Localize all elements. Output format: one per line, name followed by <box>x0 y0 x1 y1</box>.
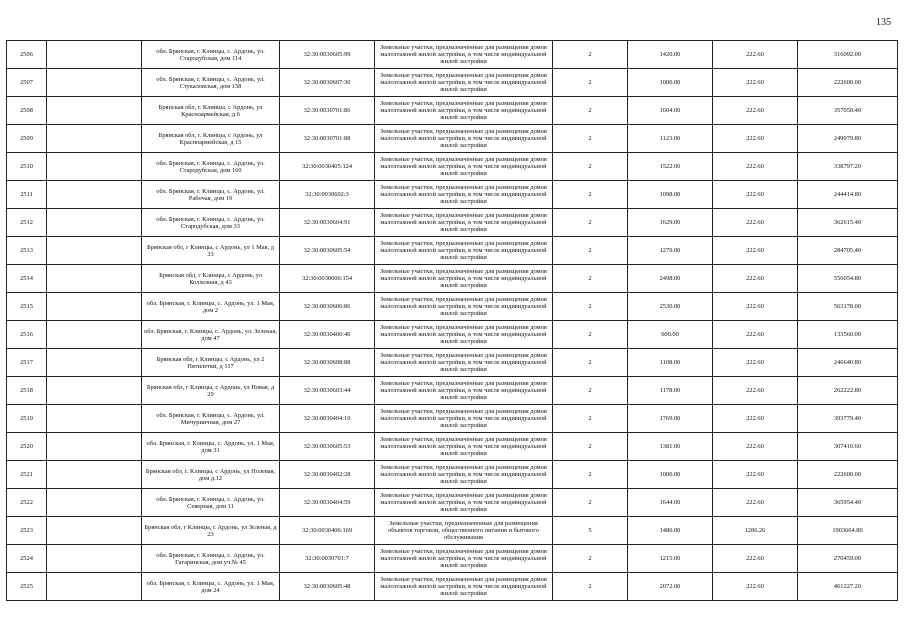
cadastral-value-cell: 338797.20 <box>798 153 898 181</box>
group-cell: 2 <box>553 237 628 265</box>
cadastral-value-cell: 222600.00 <box>798 69 898 97</box>
empty-cell <box>47 181 142 209</box>
unit-value-cell: 222.60 <box>713 461 798 489</box>
land-use-cell: Земельные участки, предназначенные для размещения домов малоэтажной жилой застройки, в том числе индивидуальной жилой застройки <box>375 153 553 181</box>
land-use-cell: Земельные участки, предназначенные для размещения домов малоэтажной жилой застройки, в том числе индивидуальной жилой застройки <box>375 349 553 377</box>
area-cell: 1381.00 <box>628 433 713 461</box>
address-cell: Брянская обл, г. Клинцы, с Ардонь, ул Полевая, дом д.12 <box>142 461 280 489</box>
cadastral-value-cell: 284705.40 <box>798 237 898 265</box>
address-cell: Брянская обл, г. Клинцы, с Ардонь, ул Красноармейская, д 15 <box>142 125 280 153</box>
row-number-cell: 2507 <box>7 69 47 97</box>
address-cell: обл. Брянская, г. Клинцы, с. Ардонь, ул. Стукаловская, дом 158 <box>142 69 280 97</box>
row-number-cell: 2510 <box>7 153 47 181</box>
row-number-cell: 2517 <box>7 349 47 377</box>
address-cell: обл. Брянская, г. Клинцы, с. Ардонь, ул. Стародубская, дом 160 <box>142 153 280 181</box>
row-number-cell: 2519 <box>7 405 47 433</box>
cadastral-value-cell: 1903664.80 <box>798 517 898 545</box>
table-row <box>7 321 898 349</box>
unit-value-cell: 222.60 <box>713 209 798 237</box>
table-row <box>7 405 898 433</box>
cadastral-value-cell: 262222.80 <box>798 377 898 405</box>
area-cell: 1522.00 <box>628 153 713 181</box>
row-number-cell: 2511 <box>7 181 47 209</box>
row-number-cell: 2514 <box>7 265 47 293</box>
row-number-cell: 2516 <box>7 321 47 349</box>
land-use-cell: Земельные участки, предназначенные для размещения домов малоэтажной жилой застройки, в том числе индивидуальной жилой застройки <box>375 41 553 69</box>
row-number-cell: 2524 <box>7 545 47 573</box>
unit-value-cell: 222.60 <box>713 321 798 349</box>
land-use-cell: Земельные участки, предназначенные для размещения домов малоэтажной жилой застройки, в том числе индивидуальной жилой застройки <box>375 321 553 349</box>
row-number-cell: 2509 <box>7 125 47 153</box>
unit-value-cell: 222.60 <box>713 377 798 405</box>
land-use-cell: Земельные участки, предназначенные для размещения домов малоэтажной жилой застройки, в том числе индивидуальной жилой застройки <box>375 265 553 293</box>
group-cell: 2 <box>553 125 628 153</box>
empty-cell <box>47 433 142 461</box>
table-row <box>7 181 898 209</box>
group-cell: 2 <box>553 41 628 69</box>
land-use-cell: Земельные участки, предназначенные для размещения домов малоэтажной жилой застройки, в том числе индивидуальной жилой застройки <box>375 97 553 125</box>
address-cell: обл. Брянская, г. Клинцы, с. Ардонь, ул. 1 Мая, дом 2 <box>142 293 280 321</box>
group-cell: 2 <box>553 433 628 461</box>
table-row <box>7 377 898 405</box>
empty-cell <box>47 461 142 489</box>
land-use-cell: Земельные участки, предназначенные для размещения домов малоэтажной жилой застройки, в том числе индивидуальной жилой застройки <box>375 405 553 433</box>
land-use-cell: Земельные участки, предназначенные для размещения домов малоэтажной жилой застройки, в том числе индивидуальной жилой застройки <box>375 209 553 237</box>
table-row <box>7 153 898 181</box>
unit-value-cell: 222.60 <box>713 293 798 321</box>
cadastral-value-cell: 222600.00 <box>798 461 898 489</box>
area-cell: 1108.00 <box>628 349 713 377</box>
row-number-cell: 2518 <box>7 377 47 405</box>
cadastral-number-cell: 32:30:0030402:28 <box>280 461 375 489</box>
row-number-cell: 2508 <box>7 97 47 125</box>
group-cell: 2 <box>553 489 628 517</box>
group-cell: 2 <box>553 461 628 489</box>
empty-cell <box>47 517 142 545</box>
address-cell: Брянская обл, г. Клинцы, с Ардонь, ул Красноармейская, д 6 <box>142 97 280 125</box>
group-cell: 2 <box>553 97 628 125</box>
row-number-cell: 2506 <box>7 41 47 69</box>
unit-value-cell: 222.60 <box>713 69 798 97</box>
cadastral-number-cell: 32:30:0030608:88 <box>280 349 375 377</box>
empty-cell <box>47 153 142 181</box>
area-cell: 1098.00 <box>628 181 713 209</box>
cadastral-value-cell: 357050.40 <box>798 97 898 125</box>
table-row <box>7 293 898 321</box>
unit-value-cell: 1286.26 <box>713 517 798 545</box>
table-row <box>7 97 898 125</box>
address-cell: обл. Брянская, г. Клинцы, с. Ардонь, ул. Гагаринская, дом уч.№ 45 <box>142 545 280 573</box>
row-number-cell: 2513 <box>7 237 47 265</box>
cadastral-value-table <box>6 40 898 601</box>
group-cell: 2 <box>553 377 628 405</box>
row-number-cell: 2520 <box>7 433 47 461</box>
cadastral-number-cell: 32:30:0030701:88 <box>280 125 375 153</box>
cadastral-number-cell: 32:30:0030605:53 <box>280 433 375 461</box>
area-cell: 1000.00 <box>628 461 713 489</box>
area-cell: 600.00 <box>628 321 713 349</box>
unit-value-cell: 222.60 <box>713 125 798 153</box>
group-cell: 2 <box>553 265 628 293</box>
address-cell: Брянская обл, г Клинцы, с Ардонь, ул Зеленая, д 23 <box>142 517 280 545</box>
table-row <box>7 237 898 265</box>
area-cell: 1000.00 <box>628 69 713 97</box>
land-use-cell: Земельные участки, предназначенные для размещения домов малоэтажной жилой застройки, в том числе индивидуальной жилой застройки <box>375 293 553 321</box>
group-cell: 2 <box>553 293 628 321</box>
group-cell: 2 <box>553 181 628 209</box>
unit-value-cell: 222.60 <box>713 265 798 293</box>
area-cell: 2072.00 <box>628 573 713 601</box>
unit-value-cell: 222.60 <box>713 237 798 265</box>
empty-cell <box>47 265 142 293</box>
land-use-cell: Земельные участки, предназначенные для размещения домов малоэтажной жилой застройки, в том числе индивидуальной жилой застройки <box>375 573 553 601</box>
empty-cell <box>47 41 142 69</box>
cadastral-number-cell: 32:30:0030606:86 <box>280 293 375 321</box>
empty-cell <box>47 97 142 125</box>
cadastral-number-cell: 32:30:0030603:44 <box>280 377 375 405</box>
empty-cell <box>47 321 142 349</box>
table-body <box>7 41 898 601</box>
group-cell: 2 <box>553 209 628 237</box>
area-cell: 1604.00 <box>628 97 713 125</box>
cadastral-value-cell: 563178.00 <box>798 293 898 321</box>
empty-cell <box>47 489 142 517</box>
empty-cell <box>47 69 142 97</box>
address-cell: Брянская обл, г Клинцы, с Ардонь, ул 1 Мая, д 33 <box>142 237 280 265</box>
empty-cell <box>47 237 142 265</box>
address-cell: обл. Брянская, г. Клинцы, с. Ардонь, ул. 1 Мая, дом 31 <box>142 433 280 461</box>
unit-value-cell: 222.60 <box>713 181 798 209</box>
cadastral-value-cell: 362615.40 <box>798 209 898 237</box>
table-row <box>7 125 898 153</box>
unit-value-cell: 222.60 <box>713 405 798 433</box>
land-use-cell: Земельные участки, предназначенные для размещения домов малоэтажной жилой застройки, в том числе индивидуальной жилой застройки <box>375 461 553 489</box>
cadastral-value-cell: 244414.80 <box>798 181 898 209</box>
area-cell: 2530.00 <box>628 293 713 321</box>
address-cell: обл. Брянская, г. Клинцы, с. Ардонь, ул. Стародубская, дом 33 <box>142 209 280 237</box>
area-cell: 1279.00 <box>628 237 713 265</box>
empty-cell <box>47 545 142 573</box>
row-number-cell: 2515 <box>7 293 47 321</box>
unit-value-cell: 222.60 <box>713 433 798 461</box>
area-cell: 1629.00 <box>628 209 713 237</box>
group-cell: 2 <box>553 153 628 181</box>
address-cell: обл. Брянская, г. Клинцы, с. Ардонь, ул. 1 Мая, дом 24 <box>142 573 280 601</box>
unit-value-cell: 222.60 <box>713 349 798 377</box>
row-number-cell: 2521 <box>7 461 47 489</box>
group-cell: 2 <box>553 545 628 573</box>
area-cell: 1420.00 <box>628 41 713 69</box>
cadastral-value-cell: 316092.00 <box>798 41 898 69</box>
area-cell: 1123.00 <box>628 125 713 153</box>
unit-value-cell: 222.60 <box>713 41 798 69</box>
address-cell: Брянская обл, г Клинцы, с Ардонь, ул 2 Пятилетки, д 117 <box>142 349 280 377</box>
address-cell: обл. Брянская, г. Клинцы, с. Ардонь, ул. Мичуриичная, дом 27 <box>142 405 280 433</box>
area-cell: 1480.00 <box>628 517 713 545</box>
row-number-cell: 2512 <box>7 209 47 237</box>
land-use-cell: Земельные участки, предназначенные для размещения домов малоэтажной жилой застройки, в том числе индивидуальной жилой застройки <box>375 377 553 405</box>
table-row <box>7 517 898 545</box>
table-row <box>7 545 898 573</box>
cadastral-number-cell: 32:30:0030404:10 <box>280 405 375 433</box>
group-cell: 2 <box>553 69 628 97</box>
cadastral-value-cell: 249979.80 <box>798 125 898 153</box>
row-number-cell: 2525 <box>7 573 47 601</box>
cadastral-number-cell: 32:30:0030607:30 <box>280 69 375 97</box>
table-row <box>7 349 898 377</box>
cadastral-number-cell: 32:30:0030406:40 <box>280 321 375 349</box>
land-use-cell: Земельные участки, предназначенные для размещения объектов торговли, общественного питания и бытового обслуживания <box>375 517 553 545</box>
row-number-cell: 2522 <box>7 489 47 517</box>
cadastral-number-cell: 32:30:0030405:124 <box>280 153 375 181</box>
group-cell: 2 <box>553 349 628 377</box>
area-cell: 1769.00 <box>628 405 713 433</box>
unit-value-cell: 222.60 <box>713 489 798 517</box>
cadastral-number-cell: 32:30:0030605:99 <box>280 41 375 69</box>
area-cell: 1644.00 <box>628 489 713 517</box>
cadastral-value-cell: 556054.80 <box>798 265 898 293</box>
empty-cell <box>47 349 142 377</box>
cadastral-number-cell: 32:30:0030701:86 <box>280 97 375 125</box>
cadastral-value-cell: 270459.00 <box>798 545 898 573</box>
land-use-cell: Земельные участки, предназначенные для размещения домов малоэтажной жилой застройки, в том числе индивидуальной жилой застройки <box>375 237 553 265</box>
land-use-cell: Земельные участки, предназначенные для размещения домов малоэтажной жилой застройки, в том числе индивидуальной жилой застройки <box>375 489 553 517</box>
address-cell: обл. Брянская, г. Клинцы, с. Ардонь, ул. Стародубская, дом 114 <box>142 41 280 69</box>
land-use-cell: Земельные участки, предназначенные для размещения домов малоэтажной жилой застройки, в том числе индивидуальной жилой застройки <box>375 433 553 461</box>
cadastral-number-cell: 32:30:0030606:154 <box>280 265 375 293</box>
table-row <box>7 265 898 293</box>
land-use-cell: Земельные участки, предназначенные для размещения домов малоэтажной жилой застройки, в том числе индивидуальной жилой застройки <box>375 181 553 209</box>
table-row <box>7 461 898 489</box>
unit-value-cell: 222.60 <box>713 545 798 573</box>
cadastral-value-cell: 246640.80 <box>798 349 898 377</box>
table-row <box>7 209 898 237</box>
empty-cell <box>47 125 142 153</box>
page-number: 135 <box>876 17 891 28</box>
group-cell: 2 <box>553 573 628 601</box>
group-cell: 2 <box>553 321 628 349</box>
empty-cell <box>47 377 142 405</box>
address-cell: обл. Брянская, г. Клинцы, с. Ардонь, ул. Зеленая, дом 47 <box>142 321 280 349</box>
land-use-cell: Земельные участки, предназначенные для размещения домов малоэтажной жилой застройки, в том числе индивидуальной жилой застройки <box>375 545 553 573</box>
cadastral-value-cell: 461227.20 <box>798 573 898 601</box>
cadastral-value-cell: 133560.00 <box>798 321 898 349</box>
area-cell: 1178.00 <box>628 377 713 405</box>
group-cell: 2 <box>553 405 628 433</box>
cadastral-number-cell: 32:30:0030605:48 <box>280 573 375 601</box>
unit-value-cell: 222.60 <box>713 573 798 601</box>
area-cell: 1215.00 <box>628 545 713 573</box>
group-cell: 5 <box>553 517 628 545</box>
row-number-cell: 2523 <box>7 517 47 545</box>
cadastral-number-cell: 32:30:0030404:59 <box>280 489 375 517</box>
unit-value-cell: 222.60 <box>713 97 798 125</box>
cadastral-number-cell: 32:30:0030602:3 <box>280 181 375 209</box>
land-use-cell: Земельные участки, предназначенные для размещения домов малоэтажной жилой застройки, в том числе индивидуальной жилой застройки <box>375 125 553 153</box>
address-cell: обл. Брянская, г. Клинцы, с. Ардонь, ул. Северная, дом 11 <box>142 489 280 517</box>
cadastral-number-cell: 32:30:0030406:169 <box>280 517 375 545</box>
table-row <box>7 433 898 461</box>
empty-cell <box>47 209 142 237</box>
empty-cell <box>47 573 142 601</box>
address-cell: Брянская обл, г Клинцы, с Ардонь, ул Колхозная, д 43 <box>142 265 280 293</box>
cadastral-number-cell: 32:30:0030701:7 <box>280 545 375 573</box>
table-row <box>7 69 898 97</box>
unit-value-cell: 222.60 <box>713 153 798 181</box>
cadastral-value-cell: 365954.40 <box>798 489 898 517</box>
table-row <box>7 489 898 517</box>
land-use-cell: Земельные участки, предназначенные для размещения домов малоэтажной жилой застройки, в том числе индивидуальной жилой застройки <box>375 69 553 97</box>
empty-cell <box>47 293 142 321</box>
empty-cell <box>47 405 142 433</box>
area-cell: 2498.00 <box>628 265 713 293</box>
table-row <box>7 41 898 69</box>
cadastral-number-cell: 32:30:0030605:54 <box>280 237 375 265</box>
cadastral-value-cell: 307410.60 <box>798 433 898 461</box>
cadastral-value-cell: 393779.40 <box>798 405 898 433</box>
cadastral-number-cell: 32:30:0030604:91 <box>280 209 375 237</box>
address-cell: Брянская обл, г Клинцы, с Ардонь, ул Новая, д 29 <box>142 377 280 405</box>
table-row <box>7 573 898 601</box>
address-cell: обл. Брянская, г. Клинцы, с. Ардонь, ул. Рабочая, дом 19 <box>142 181 280 209</box>
